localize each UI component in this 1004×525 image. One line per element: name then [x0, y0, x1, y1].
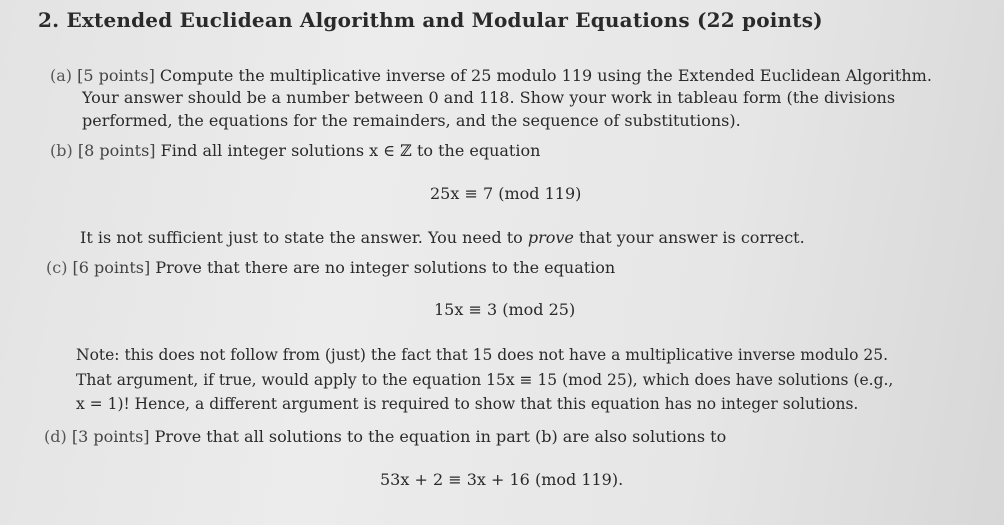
part-d-equation: 53x + 2 ≡ 3x + 16 (mod 119).	[380, 470, 624, 489]
part-d-points: [3 points]	[71, 427, 150, 446]
part-a-text-3: performed, the equations for the remainders, and the sequence of substitutions).	[82, 111, 741, 130]
problem-title: 2. Extended Euclidean Algorithm and Modular Equations (22 points)	[38, 8, 823, 32]
part-c-label: (c)	[46, 258, 68, 277]
part-b-equation: 25x ≡ 7 (mod 119)	[430, 184, 582, 203]
part-c-points: [6 points]	[72, 258, 151, 277]
part-a-label: (a)	[50, 66, 73, 85]
part-b-points: [8 points]	[77, 141, 156, 160]
part-a-line-1	[50, 66, 932, 86]
part-d-line-1	[44, 427, 726, 447]
part-b-intro: Find all integer solutions x ∈ ℤ to the equation	[160, 141, 541, 160]
part-c-line-1	[46, 258, 615, 278]
part-c-note-1: Note: this does not follow from (just) the fact that 15 does not have a multiplicative inverse modulo 25.	[76, 346, 889, 364]
part-b-note-pre: It is not sufficient just to state the answer. You need to	[80, 228, 528, 247]
part-c-note-2: That argument, if true, would apply to the equation 15x ≡ 15 (mod 25), which does have solutions (e.g.,	[76, 371, 894, 389]
part-b-note-emphasis: prove	[527, 228, 574, 247]
part-b-note	[80, 228, 805, 248]
part-c-note-3: x = 1)! Hence, a different argument is required to show that this equation has no integer solutions.	[76, 395, 859, 413]
part-a-points: [5 points]	[77, 66, 155, 85]
part-b-label: (b)	[50, 141, 73, 160]
part-c-intro: Prove that there are no integer solutions to the equation	[155, 258, 616, 277]
part-a-text-2: Your answer should be a number between 0 and 118. Show your work in tableau form (the divisions	[82, 88, 896, 107]
part-c-equation: 15x ≡ 3 (mod 25)	[434, 300, 576, 319]
part-b-note-post: that your answer is correct.	[573, 228, 805, 247]
part-b-line-1	[50, 141, 540, 161]
part-d-label: (d)	[44, 427, 67, 446]
part-a-text-1: Compute the multiplicative inverse of 25 modulo 119 using the Extended Euclidean Algorithm.	[159, 66, 932, 85]
part-d-intro: Prove that all solutions to the equation in part (b) are also solutions to	[154, 427, 727, 446]
